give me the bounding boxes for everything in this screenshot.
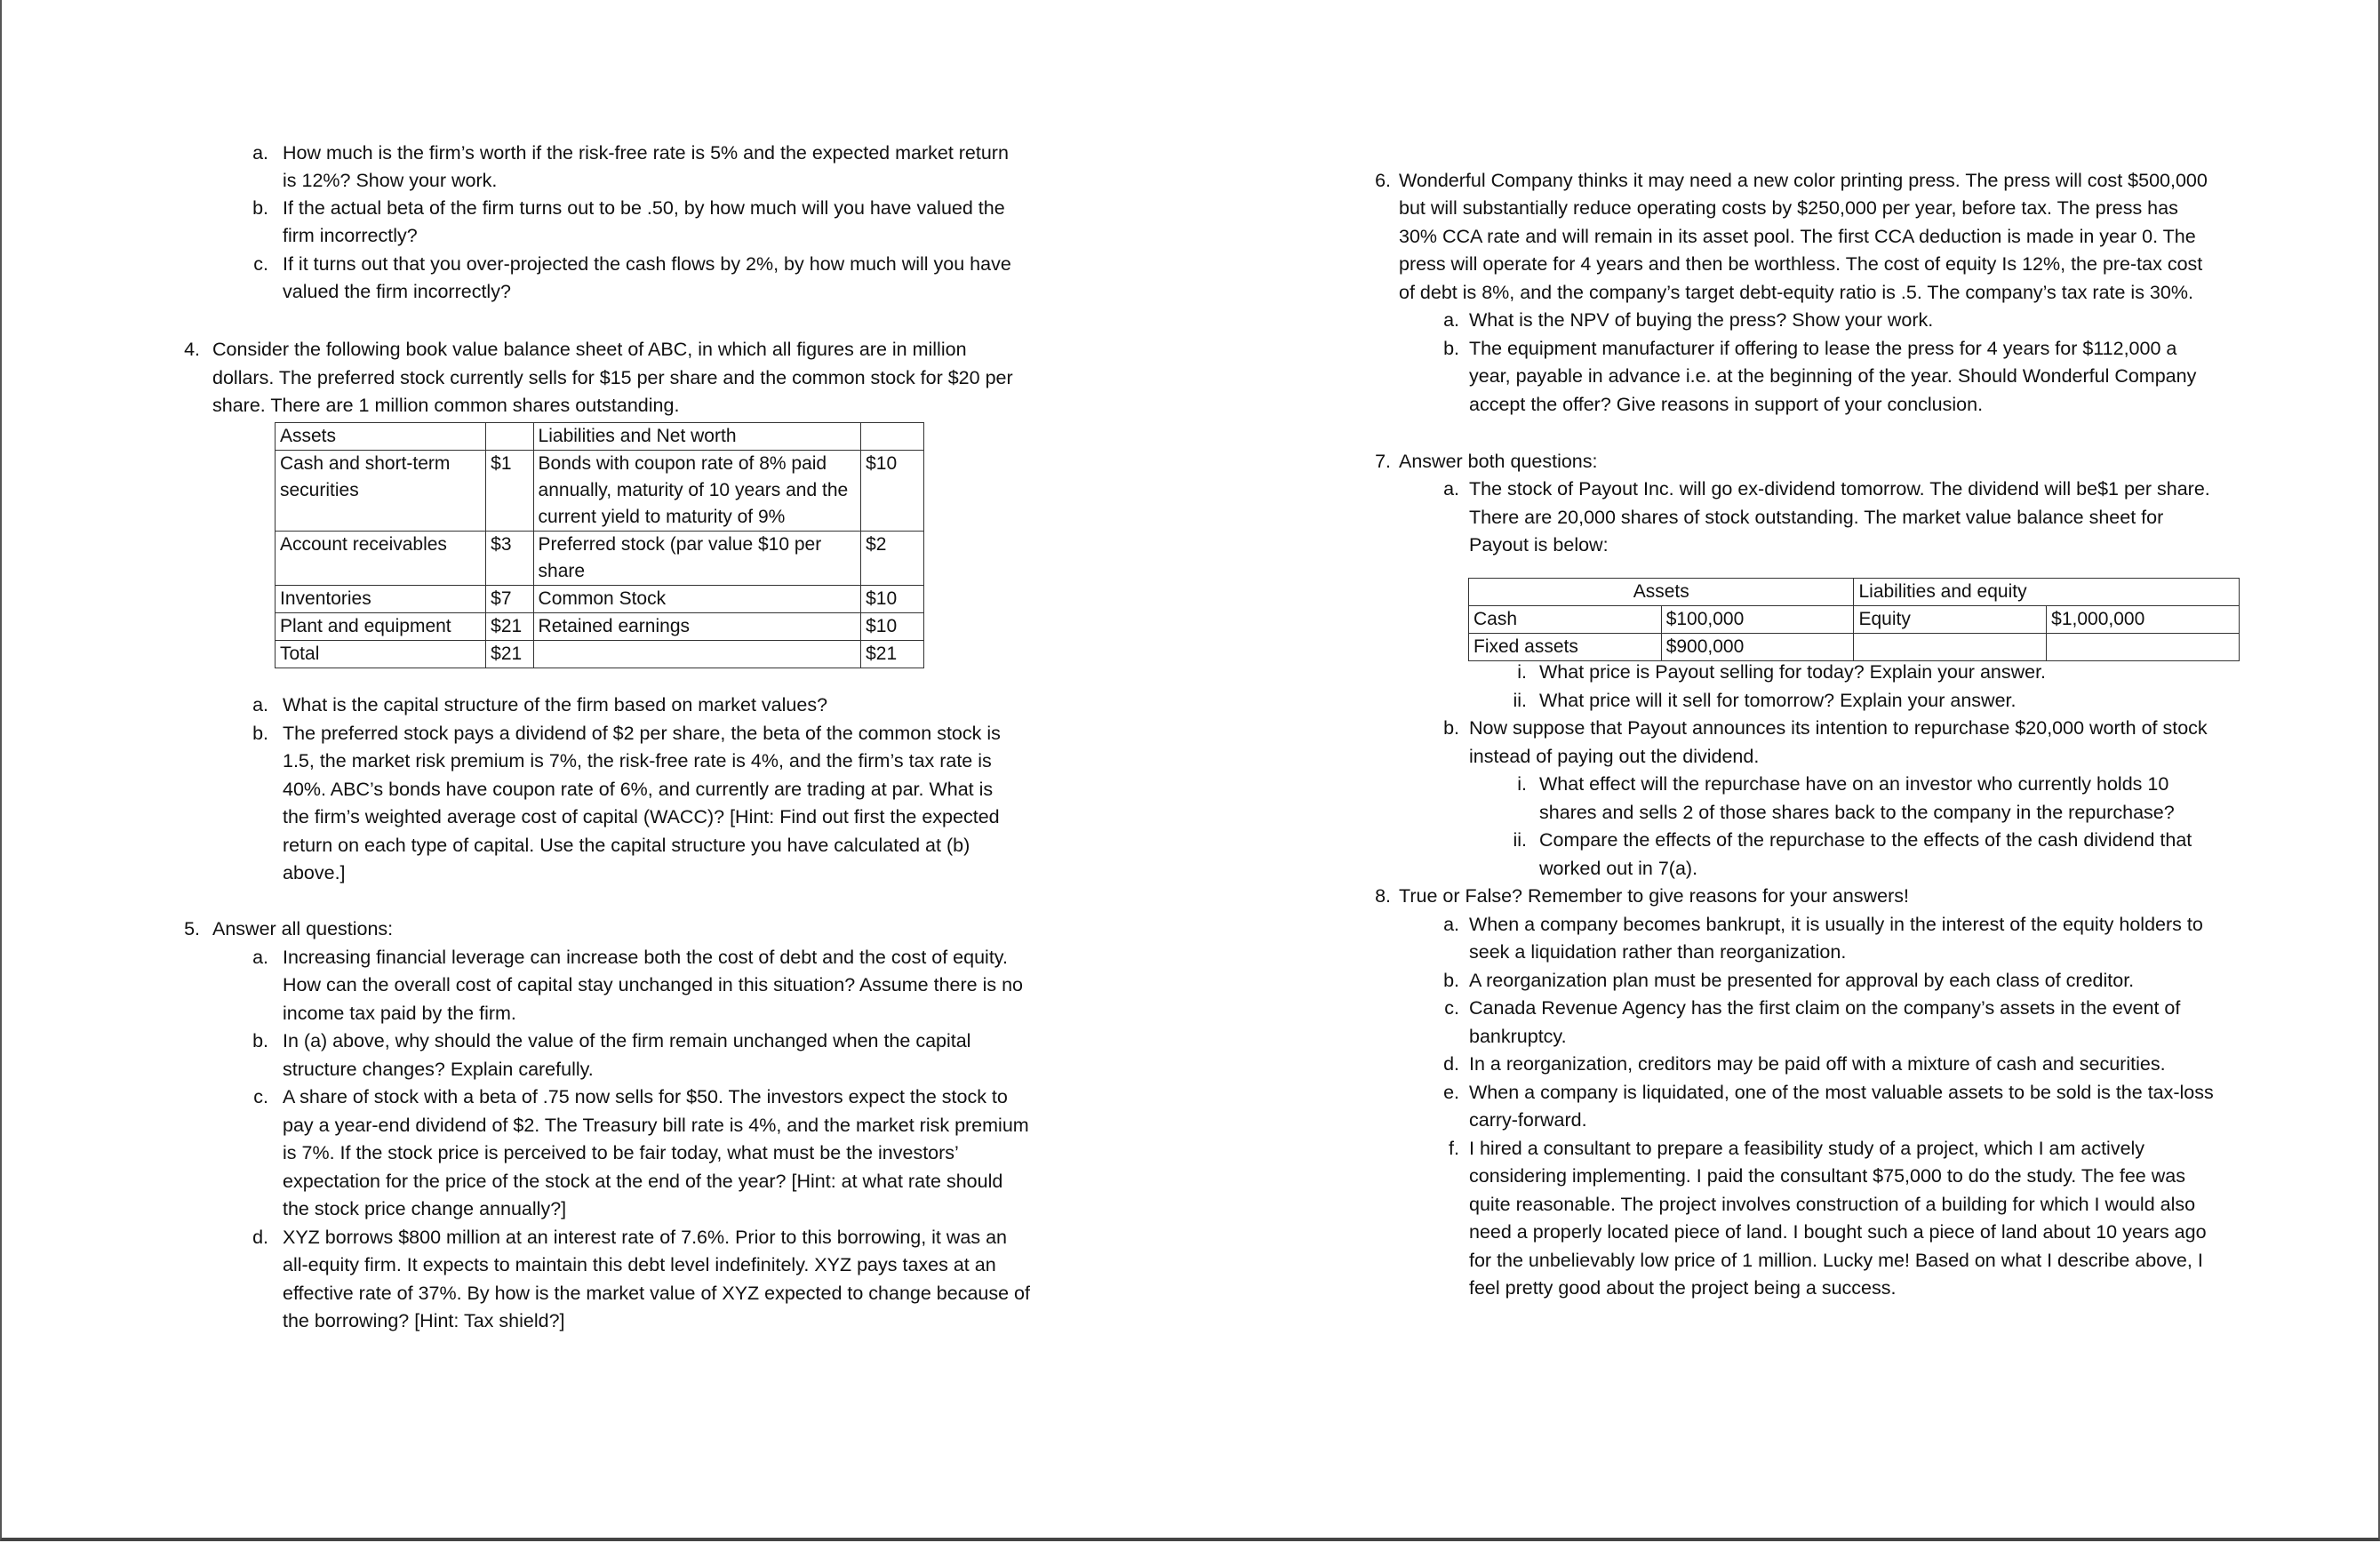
table-row [276, 586, 924, 613]
liability-value-cell: $10 [861, 613, 924, 641]
q4-b-line-4: the firm’s weighted average cost of capital (WACC)? [Hint: Find out first the expected [283, 806, 1000, 827]
q4-b-line-3: 40%. ABC’s bonds have coupon rate of 6%, and currently are trading at par. What is [283, 779, 994, 800]
q5-d-line-2: all-equity firm. It expects to maintain this debt level indefinitely. XYZ pays taxes at an [283, 1254, 996, 1275]
table-row [276, 641, 924, 668]
assets-header: Assets [1469, 579, 1854, 606]
q6-b-line-3: accept the offer? Give reasons in support of your conclusion. [1469, 394, 1984, 415]
q4-number: 4. [184, 339, 200, 360]
q8-number: 8. [1375, 885, 1391, 907]
q5-a-marker: a. [252, 947, 268, 968]
q6-a-marker: a. [1443, 309, 1459, 331]
asset-value-cell: $21 [486, 613, 533, 641]
q7-a-line-1: The stock of Payout Inc. will go ex-dividend tomorrow. The dividend will be$1 per share. [1469, 478, 2210, 500]
q7-b-ii-line-1: Compare the effects of the repurchase to the effects of the cash dividend that [1539, 829, 2192, 851]
liabilities-header: Liabilities and Net worth [533, 423, 861, 451]
q5-c-line-2: pay a year-end dividend of $2. The Treasury bill rate is 4%, and the market risk premium [283, 1115, 1029, 1136]
q7-a-i-marker: i. [1517, 661, 1527, 683]
q8-f-marker: f. [1449, 1138, 1459, 1159]
q6-b-marker: b. [1443, 338, 1459, 359]
liability-cell: Common Stock [533, 586, 861, 613]
q8-d-marker: d. [1443, 1053, 1459, 1075]
q7-a-ii-line: What price will it sell for tomorrow? Explain your answer. [1539, 690, 2017, 711]
liability-cell: Equity [1854, 606, 2047, 634]
q7-b-ii-line-2: worked out in 7(a). [1539, 858, 1698, 879]
liability-cell: Retained earnings [533, 613, 861, 641]
q3-a-marker: a. [252, 142, 268, 164]
table-row [276, 423, 924, 451]
assets-header: Assets [276, 423, 486, 451]
liabilities-header: Liabilities and equity [1854, 579, 2240, 606]
q6-intro-line-5: of debt is 8%, and the company’s target debt-equity ratio is .5. The company’s tax rate is 30%. [1399, 282, 2193, 303]
q8-e-marker: e. [1443, 1082, 1459, 1103]
q8-e-line-1: When a company is liquidated, one of the most valuable assets to be sold is the tax-loss [1469, 1082, 2214, 1103]
liability-cell: Preferred stock (par value $10 per share [533, 532, 861, 586]
liability-cell: Bonds with coupon rate of 8% paid annually, maturity of 10 years and the current yield to maturity of 9% [533, 451, 861, 532]
q5-b-marker: b. [252, 1030, 268, 1051]
table-row [276, 613, 924, 641]
q3-a-line-1: How much is the firm’s worth if the risk-free rate is 5% and the expected market return [283, 142, 1009, 164]
q3-a-line-2: is 12%? Show your work. [283, 170, 498, 191]
q8-intro: True or False? Remember to give reasons for your answers! [1399, 885, 1909, 907]
asset-cell: Inventories [276, 586, 486, 613]
q5-c-line-5: the stock price change annually?] [283, 1198, 567, 1219]
asset-value-cell: $7 [486, 586, 533, 613]
q7-b-line-1: Now suppose that Payout announces its intention to repurchase $20,000 worth of stock [1469, 717, 2208, 739]
liability-value-cell [2047, 634, 2240, 661]
q5-d-line-1: XYZ borrows $800 million at an interest rate of 7.6%. Prior to this borrowing, it was an [283, 1227, 1007, 1248]
q5-a-line-3: income tax paid by the firm. [283, 1003, 516, 1024]
q4-intro-line-1: Consider the following book value balance sheet of ABC, in which all figures are in million [212, 339, 967, 360]
q8-f-line-6: feel pretty good about the project being a success. [1469, 1277, 1897, 1299]
q7-intro: Answer both questions: [1399, 451, 1598, 472]
asset-cell: Account receivables [276, 532, 486, 586]
q7-a-ii-marker: ii. [1513, 690, 1527, 711]
asset-value-cell: $1 [486, 451, 533, 532]
q7-b-line-2: instead of paying out the dividend. [1469, 746, 1760, 767]
q6-intro-line-1: Wonderful Company thinks it may need a new color printing press. The press will cost $500,000 [1399, 170, 2208, 191]
q4-b-line-1: The preferred stock pays a dividend of $2 per share, the beta of the common stock is [283, 723, 1001, 744]
q7-b-marker: b. [1443, 717, 1459, 739]
q8-f-line-5: for the unbelievably low price of 1 million. Lucky me! Based on what I describe above, I [1469, 1250, 2203, 1271]
q4-b-line-6: above.] [283, 862, 346, 883]
q7-number: 7. [1375, 451, 1391, 472]
table-row [1469, 606, 2240, 634]
q4-b-line-5: return on each type of capital. Use the capital structure you have calculated at (b) [283, 835, 970, 856]
liability-cell [533, 641, 861, 668]
asset-value-cell: $21 [486, 641, 533, 668]
q4-b-line-2: 1.5, the market risk premium is 7%, the risk-free rate is 4%, and the firm’s tax rate is [283, 750, 992, 772]
q3-c-line-1: If it turns out that you over-projected the cash flows by 2%, by how much will you have [283, 253, 1011, 275]
q5-c-line-3: is 7%. If the stock price is perceived to be fair today, what must be the investors’ [283, 1142, 959, 1163]
liability-value-cell: $1,000,000 [2047, 606, 2240, 634]
q6-b-line-2: year, payable in advance i.e. at the beginning of the year. Should Wonderful Company [1469, 365, 2197, 387]
q5-b-line-2: structure changes? Explain carefully. [283, 1059, 594, 1080]
q4-intro-line-3: share. There are 1 million common shares outstanding. [212, 395, 680, 416]
q4-a-marker: a. [252, 694, 268, 716]
q4-a-line-1: What is the capital structure of the firm based on market values? [283, 694, 828, 716]
liability-cell [1854, 634, 2047, 661]
asset-value-cell: $100,000 [1661, 606, 1854, 634]
q8-c-line-1: Canada Revenue Agency has the first claim on the company’s assets in the event of [1469, 997, 2181, 1019]
q5-d-line-3: effective rate of 37%. By how is the market value of XYZ expected to change because of [283, 1283, 1030, 1304]
payout-balance-sheet-table [1468, 578, 2240, 661]
q6-a-line-1: What is the NPV of buying the press? Show your work. [1469, 309, 1934, 331]
asset-value-cell: $900,000 [1661, 634, 1854, 661]
q3-b-line-2: firm incorrectly? [283, 225, 418, 246]
liability-value-cell: $2 [861, 532, 924, 586]
q8-b-line-1: A reorganization plan must be presented for approval by each class of creditor. [1469, 970, 2135, 991]
liability-value-cell: $10 [861, 586, 924, 613]
asset-value-cell: $3 [486, 532, 533, 586]
liability-value-cell: $21 [861, 641, 924, 668]
q5-d-marker: d. [252, 1227, 268, 1248]
q7-b-i-line-1: What effect will the repurchase have on an investor who currently holds 10 [1539, 773, 2169, 795]
q8-a-line-2: seek a liquidation rather than reorganization. [1469, 941, 1847, 963]
liability-value-cell: $10 [861, 451, 924, 532]
q8-b-marker: b. [1443, 970, 1459, 991]
q5-a-line-2: How can the overall cost of capital stay unchanged in this situation? Assume there is no [283, 974, 1023, 995]
asset-cell: Cash [1469, 606, 1662, 634]
q7-a-marker: a. [1443, 478, 1459, 500]
q8-f-line-3: quite reasonable. The project involves construction of a building for which I would also [1469, 1194, 2196, 1215]
q8-f-line-1: I hired a consultant to prepare a feasibility study of a project, which I am actively [1469, 1138, 2145, 1159]
q7-a-line-2: There are 20,000 shares of stock outstanding. The market value balance sheet for [1469, 507, 2164, 528]
table-row [1469, 579, 2240, 606]
q5-d-line-4: the borrowing? [Hint: Tax shield?] [283, 1310, 565, 1331]
q6-b-line-1: The equipment manufacturer if offering to lease the press for 4 years for $112,000 a [1469, 338, 2177, 359]
q8-a-marker: a. [1443, 914, 1459, 935]
q6-intro-line-3: 30% CCA rate and will remain in its asset pool. The first CCA deduction is made in year 0. The [1399, 226, 2196, 247]
q8-f-line-2: considering implementing. I paid the consultant $75,000 to do the study. The fee was [1469, 1165, 2185, 1187]
asset-cell: Fixed assets [1469, 634, 1662, 661]
q7-b-i-marker: i. [1517, 773, 1527, 795]
asset-cell: Cash and short-term securities [276, 451, 486, 532]
q4-intro-line-2: dollars. The preferred stock currently sells for $15 per share and the common stock for $20 per [212, 367, 1013, 388]
table-row [1469, 634, 2240, 661]
q3-b-line-1: If the actual beta of the firm turns out to be .50, by how much will you have valued the [283, 197, 1005, 219]
q5-c-line-4: expectation for the price of the stock at the end of the year? [Hint: at what rate should [283, 1171, 1003, 1192]
q8-d-line-1: In a reorganization, creditors may be paid off with a mixture of cash and securities. [1469, 1053, 2166, 1075]
q5-c-line-1: A share of stock with a beta of .75 now sells for $50. The investors expect the stock to [283, 1086, 1008, 1107]
q6-intro-line-4: press will operate for 4 years and then be worthless. The cost of equity Is 12%, the pre-tax cost [1399, 253, 2203, 275]
q6-intro-line-2: but will substantially reduce operating costs by $250,000 per year, before tax. The press has [1399, 197, 2178, 219]
q3-b-marker: b. [252, 197, 268, 219]
q7-b-ii-marker: ii. [1513, 829, 1527, 851]
q5-b-line-1: In (a) above, why should the value of the firm remain unchanged when the capital [283, 1030, 971, 1051]
asset-cell: Total [276, 641, 486, 668]
q8-c-marker: c. [1444, 997, 1459, 1019]
q8-c-line-2: bankruptcy. [1469, 1026, 1567, 1047]
q7-b-i-line-2: shares and sells 2 of those shares back to the company in the repurchase? [1539, 802, 2175, 823]
q4-b-marker: b. [252, 723, 268, 744]
q5-a-line-1: Increasing financial leverage can increase both the cost of debt and the cost of equity. [283, 947, 1008, 968]
q8-e-line-2: carry-forward. [1469, 1109, 1587, 1131]
q5-number: 5. [184, 918, 200, 939]
q5-intro: Answer all questions: [212, 918, 394, 939]
q6-number: 6. [1375, 170, 1391, 191]
q8-f-line-4: need a properly located piece of land. I bought such a piece of land about 10 years ago [1469, 1221, 2207, 1243]
asset-cell: Plant and equipment [276, 613, 486, 641]
q3-c-marker: c. [253, 253, 268, 275]
q5-c-marker: c. [253, 1086, 268, 1107]
table-row [276, 532, 924, 586]
q7-a-line-3: Payout is below: [1469, 534, 1609, 556]
q3-c-line-2: valued the firm incorrectly? [283, 281, 511, 302]
q8-a-line-1: When a company becomes bankrupt, it is usually in the interest of the equity holders to [1469, 914, 2203, 935]
q7-a-i-line: What price is Payout selling for today? Explain your answer. [1539, 661, 2047, 683]
abc-balance-sheet-table [275, 422, 924, 668]
table-row [276, 451, 924, 532]
